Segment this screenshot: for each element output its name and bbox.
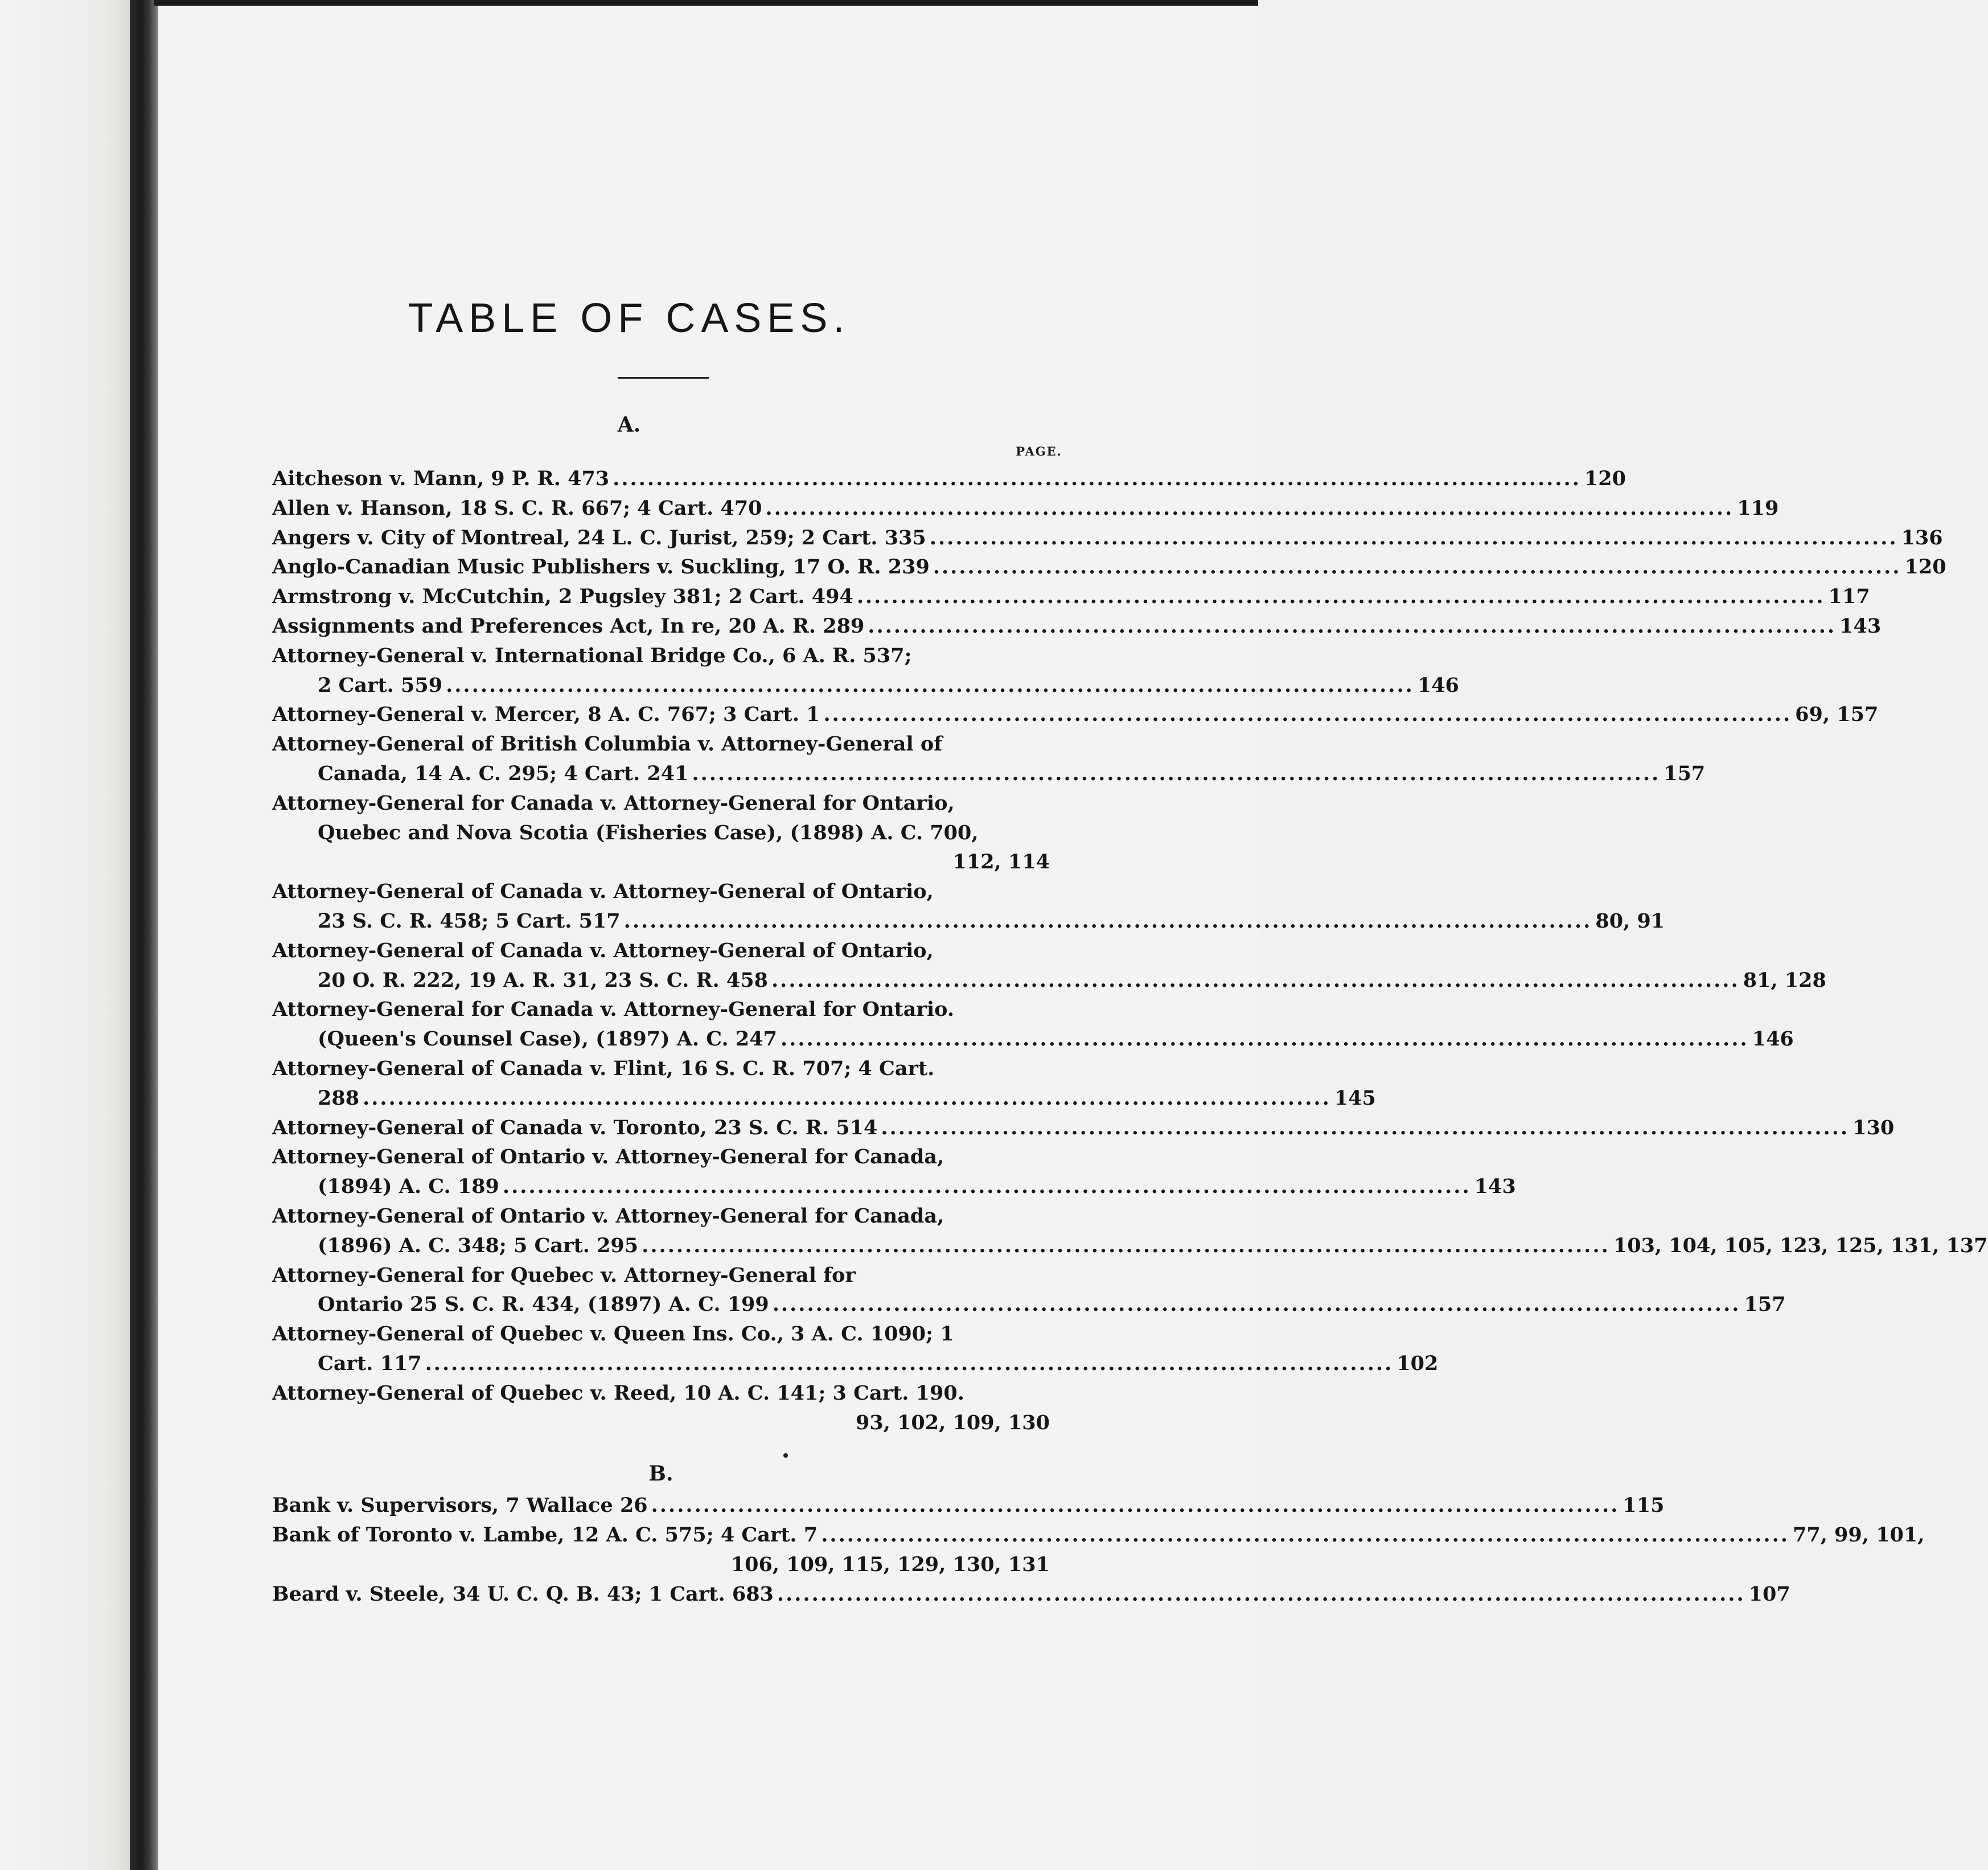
case-pages: 106, 109, 115, 129, 130, 131	[730, 1552, 1050, 1576]
case-pages: 145	[1334, 1086, 1376, 1110]
case-entry	[272, 729, 1706, 789]
dot-leader: ................................................................................................................	[772, 1293, 1741, 1317]
case-line	[272, 1408, 1050, 1438]
case-citation: Attorney-General for Canada v. Attorney-General for Ontario.	[272, 998, 955, 1022]
dot-leader: ................................................................................................................	[692, 761, 1661, 785]
dot-leader: ................................................................................................................	[821, 1523, 1789, 1547]
case-entry	[272, 1054, 1376, 1113]
section-a	[272, 464, 1988, 1437]
dot-leader: ................................................................................................................	[446, 673, 1414, 697]
page-title: TABLE OF CASES.	[408, 296, 851, 341]
case-line	[272, 1290, 1786, 1319]
case-citation: Beard v. Steele, 34 U. C. Q. B. 43; 1 Cart. 683	[272, 1582, 774, 1606]
dot-leader: ................................................................................................................	[868, 614, 1837, 638]
case-line	[272, 523, 1943, 553]
case-line	[272, 818, 1050, 848]
dot-leader: ................................................................................................................	[613, 467, 1581, 490]
case-citation: Bank of Toronto v. Lambe, 12 A. C. 575; 4 Cart. 7	[272, 1523, 818, 1547]
case-pages: 143	[1474, 1175, 1516, 1199]
case-entry	[272, 789, 1050, 877]
dot-leader: ................................................................................................................	[771, 968, 1740, 992]
case-entry	[272, 1491, 1665, 1520]
case-pages: 120	[1904, 555, 1946, 579]
case-citation: Attorney-General of Ontario v. Attorney-General for Canada,	[272, 1204, 944, 1228]
case-pages: 130	[1853, 1116, 1895, 1139]
case-line	[272, 877, 1050, 907]
dot-leader: ................................................................................................................	[502, 1175, 1471, 1199]
case-citation: Canada, 14 A. C. 295; 4 Cart. 241	[318, 761, 689, 785]
case-entry	[272, 1201, 1988, 1261]
case-entry	[272, 936, 1826, 995]
case-entry	[272, 641, 1459, 700]
case-line	[272, 671, 1459, 700]
case-entry	[272, 1261, 1786, 1320]
case-entry	[272, 700, 1879, 729]
dot-leader: ................................................................................................................	[823, 703, 1792, 727]
case-citation: Attorney-General of Canada v. Toronto, 23 S. C. R. 514	[272, 1116, 878, 1139]
case-pages: 157	[1744, 1293, 1786, 1317]
section-b	[272, 1491, 1925, 1609]
case-citation: Attorney-General of Canada v. Attorney-General of Ontario,	[272, 938, 934, 962]
case-citation: Attorney-General v. Mercer, 8 A. C. 767; 3 Cart. 1	[272, 703, 820, 727]
case-pages: 80, 91	[1595, 909, 1665, 933]
table-of-cases	[272, 464, 1988, 1609]
section-gap	[272, 1437, 1050, 1457]
case-line	[272, 1113, 1895, 1143]
dot-leader: ................................................................................................................	[777, 1582, 1745, 1606]
case-line	[272, 494, 1779, 523]
case-line	[272, 464, 1626, 494]
dot-leader: ................................................................................................................	[780, 1027, 1749, 1051]
binding-edge	[130, 0, 158, 1870]
case-line	[272, 1054, 1050, 1084]
case-pages: 115	[1623, 1494, 1665, 1518]
page-column-label: PAGE.	[1016, 444, 1062, 458]
dot-leader: ................................................................................................................	[856, 585, 1825, 609]
case-pages: 77, 99, 101,	[1792, 1523, 1925, 1547]
case-line	[272, 1491, 1665, 1520]
case-citation: 288	[318, 1086, 360, 1110]
case-entry	[272, 1379, 1050, 1438]
case-citation: Ontario 25 S. C. R. 434, (1897) A. C. 199	[318, 1293, 769, 1317]
dot-leader: ................................................................................................................	[765, 496, 1734, 520]
case-citation: Allen v. Hanson, 18 S. C. R. 667; 4 Cart. 470	[272, 496, 762, 520]
case-citation: Quebec and Nova Scotia (Fisheries Case), (1898) A. C. 700,	[318, 821, 979, 844]
case-citation: Attorney-General for Canada v. Attorney-General for Ontario,	[272, 791, 955, 815]
top-edge	[154, 0, 1258, 6]
dot-leader: ................................................................................................................	[929, 526, 1898, 549]
case-entry	[272, 552, 1946, 582]
case-citation: Attorney-General for Quebec v. Attorney-General for	[272, 1263, 856, 1287]
case-line	[272, 1319, 1050, 1349]
case-entry	[272, 877, 1665, 936]
case-pages: 146	[1752, 1027, 1794, 1051]
case-line	[272, 1084, 1376, 1113]
case-pages: 146	[1417, 673, 1459, 697]
case-line	[272, 700, 1879, 729]
case-line	[272, 612, 1882, 641]
case-line	[272, 641, 1050, 671]
case-citation: Assignments and Preferences Act, In re, 20 A. R. 289	[272, 614, 865, 638]
case-line	[272, 1580, 1790, 1609]
case-citation: Attorney-General v. International Bridge Co., 6 A. R. 537;	[272, 643, 912, 667]
case-entry	[272, 464, 1626, 494]
case-pages: 69, 157	[1795, 703, 1879, 727]
case-citation: Attorney-General of Quebec v. Queen Ins. Co., 3 A. C. 1090; 1	[272, 1322, 954, 1346]
case-line	[272, 995, 1050, 1024]
dot-leader: ................................................................................................................	[642, 1233, 1610, 1257]
case-citation: 20 O. R. 222, 19 A. R. 31, 23 S. C. R. 458	[318, 968, 768, 992]
case-citation: (1896) A. C. 348; 5 Cart. 295	[318, 1233, 639, 1257]
case-pages: 143	[1839, 614, 1882, 638]
case-citation: 23 S. C. R. 458; 5 Cart. 517	[318, 909, 621, 933]
case-entry	[272, 1580, 1790, 1609]
case-line	[272, 1379, 1050, 1408]
case-entry	[272, 523, 1943, 553]
case-citation: (1894) A. C. 189	[318, 1175, 499, 1199]
case-entry	[272, 1520, 1925, 1580]
case-pages: 120	[1584, 467, 1626, 490]
case-entry	[272, 995, 1794, 1054]
left-margin	[0, 0, 130, 1870]
case-citation: Attorney-General of Ontario v. Attorney-General for Canada,	[272, 1145, 944, 1169]
case-citation: Armstrong v. McCutchin, 2 Pugsley 381; 2 Cart. 494	[272, 585, 853, 609]
case-pages: 81, 128	[1743, 968, 1826, 992]
case-line	[272, 1172, 1516, 1201]
case-entry	[272, 494, 1779, 523]
case-pages: 112, 114	[952, 850, 1050, 874]
case-line	[272, 789, 1050, 818]
case-pages: 103, 104, 105, 123, 125, 131, 137	[1613, 1233, 1988, 1257]
dot-leader: ................................................................................................................	[363, 1086, 1331, 1110]
ink-speck	[783, 1453, 788, 1458]
title-rule	[618, 377, 709, 379]
dot-leader: ................................................................................................................	[623, 909, 1592, 933]
case-citation: Anglo-Canadian Music Publishers v. Suckling, 17 O. R. 239	[272, 555, 930, 579]
case-entry	[272, 612, 1882, 641]
case-line	[272, 847, 1050, 877]
case-line	[272, 729, 1050, 759]
case-citation: Angers v. City of Montreal, 24 L. C. Jurist, 259; 2 Cart. 335	[272, 526, 926, 549]
dot-leader: ................................................................................................................	[933, 555, 1901, 579]
case-line	[272, 1550, 1050, 1580]
dot-leader: ................................................................................................................	[425, 1351, 1394, 1375]
case-citation: Attorney-General of Quebec v. Reed, 10 A. C. 141; 3 Cart. 190.	[272, 1381, 964, 1405]
case-pages: 102	[1396, 1351, 1439, 1375]
case-pages: 119	[1737, 496, 1779, 520]
case-citation: Cart. 117	[318, 1351, 422, 1375]
case-citation: Attorney-General of Canada v. Attorney-General of Ontario,	[272, 880, 934, 904]
case-pages: 107	[1748, 1582, 1790, 1606]
case-line	[272, 966, 1826, 995]
case-line	[272, 1231, 1988, 1261]
case-line	[272, 907, 1665, 936]
case-line	[272, 1349, 1439, 1379]
case-line	[272, 582, 1870, 612]
case-pages: 157	[1663, 761, 1706, 785]
case-citation: 2 Cart. 559	[318, 673, 443, 697]
case-line	[272, 1142, 1050, 1172]
case-line	[272, 1201, 1050, 1231]
case-citation: (Queen's Counsel Case), (1897) A. C. 247	[318, 1027, 777, 1051]
case-line	[272, 1024, 1794, 1054]
case-line	[272, 936, 1050, 966]
case-entry	[272, 1319, 1439, 1379]
section-letter-a: A.	[617, 413, 641, 437]
dot-leader: ................................................................................................................	[651, 1494, 1620, 1518]
case-entry	[272, 582, 1870, 612]
case-pages: 93, 102, 109, 130	[856, 1410, 1050, 1434]
case-citation: Aitcheson v. Mann, 9 P. R. 473	[272, 467, 610, 490]
case-line	[272, 759, 1706, 789]
dot-leader: ................................................................................................................	[881, 1116, 1850, 1139]
case-entry	[272, 1142, 1516, 1201]
case-entry	[272, 1113, 1895, 1143]
case-citation: Attorney-General of Canada v. Flint, 16 S. C. R. 707; 4 Cart.	[272, 1056, 935, 1080]
section-letter-b: B.	[648, 1462, 673, 1486]
case-pages: 117	[1828, 585, 1870, 609]
case-citation: Attorney-General of British Columbia v. Attorney-General of	[272, 732, 943, 756]
case-pages: 136	[1901, 526, 1943, 549]
case-line	[272, 552, 1946, 582]
case-citation: Bank v. Supervisors, 7 Wallace 26	[272, 1494, 648, 1518]
case-line	[272, 1261, 1050, 1290]
case-line	[272, 1520, 1925, 1550]
